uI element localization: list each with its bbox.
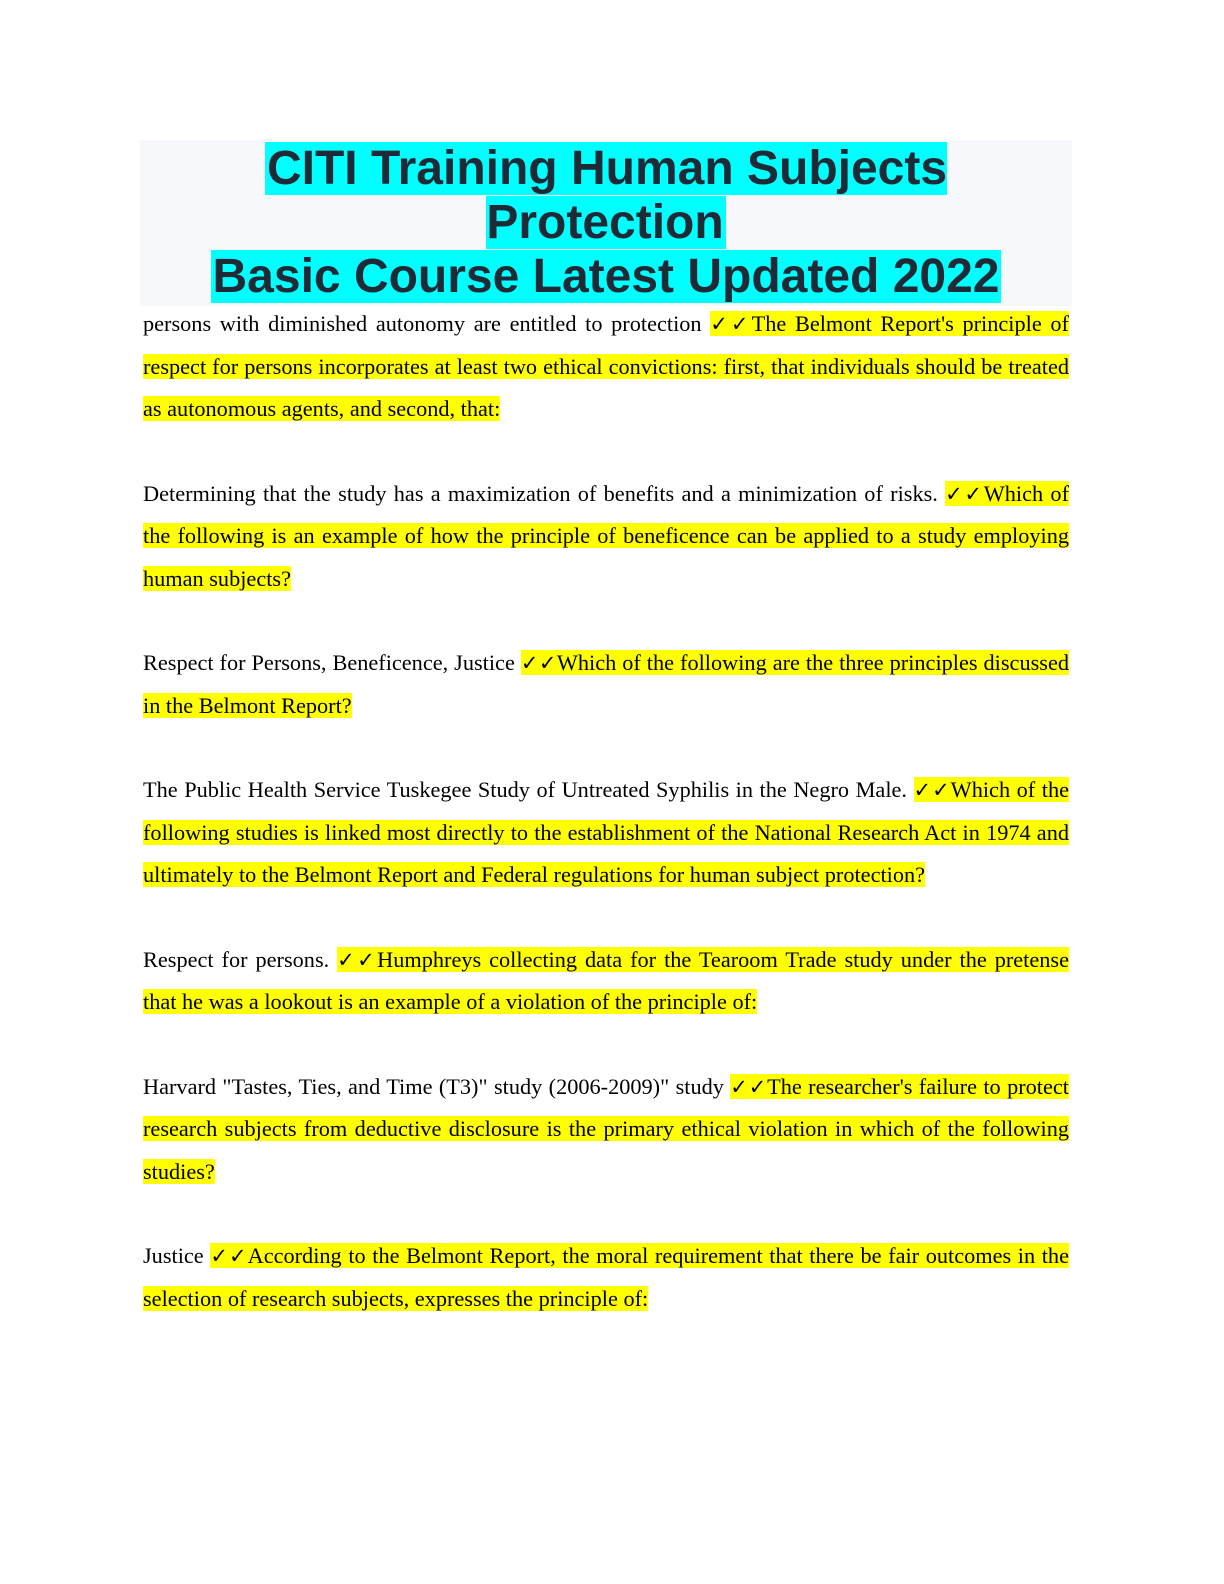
double-check-icon: ✓✓ bbox=[520, 651, 557, 675]
answer-text: Respect for persons. bbox=[143, 946, 330, 972]
title-line-1: CITI Training Human Subjects Protection bbox=[266, 142, 948, 249]
question-text: The Belmont Report's principle of respect for persons incorporates at least two ethical convictions: first, that individuals should be treated as autonomous agents, and second, that: bbox=[143, 311, 1069, 421]
qa-item-3 bbox=[143, 642, 1069, 727]
title-line-2: Basic Course Latest Updated 2022 bbox=[212, 250, 1000, 303]
double-check-icon: ✓✓ bbox=[710, 312, 752, 336]
qa-item-4 bbox=[143, 769, 1069, 897]
title-block bbox=[140, 140, 1072, 306]
question-text: The researcher's failure to protect research subjects from deductive disclosure is the primary ethical violation in which of the following studies? bbox=[143, 1073, 1069, 1184]
answer-text: Harvard "Tastes, Ties, and Time (T3)" study (2006-2009)" study bbox=[143, 1073, 724, 1099]
double-check-icon: ✓✓ bbox=[945, 481, 984, 506]
double-check-icon: ✓✓ bbox=[337, 947, 378, 972]
qa-item-5 bbox=[143, 939, 1069, 1024]
answer-text: persons with diminished autonomy are entitled to protection bbox=[143, 311, 702, 336]
double-check-icon: ✓✓ bbox=[730, 1074, 768, 1099]
question-text: Which of the following are the three principles discussed in the Belmont Report? bbox=[143, 650, 1069, 718]
answer-text: Determining that the study has a maximization of benefits and a minimization of risks. bbox=[143, 480, 938, 506]
question-text: Which of the following is an example of how the principle of beneficence can be applied to a study employing human subjects? bbox=[143, 480, 1069, 591]
double-check-icon: ✓✓ bbox=[210, 1244, 248, 1268]
answer-text: The Public Health Service Tuskegee Study of Untreated Syphilis in the Negro Male. bbox=[143, 777, 907, 802]
question-text: Which of the following studies is linked most directly to the establishment of the National Research Act in 1974 and ultimately to the Belmont Report and Federal regulations for human subject protection? bbox=[143, 777, 1069, 887]
question-text: Humphreys collecting data for the Tearoom Trade study under the pretense that he was a lookout is an example of a violation of the principle of: bbox=[143, 946, 1069, 1014]
double-check-icon: ✓✓ bbox=[913, 778, 951, 802]
document-title bbox=[140, 140, 1072, 304]
question-highlight bbox=[143, 1243, 1069, 1311]
qa-item-7 bbox=[143, 1235, 1069, 1320]
answer-text: Justice bbox=[143, 1243, 204, 1268]
qa-item-2 bbox=[143, 473, 1069, 601]
question-text: According to the Belmont Report, the moral requirement that there be fair outcomes in the selection of research subjects, expresses the principle of: bbox=[143, 1243, 1069, 1311]
answer-text: Respect for Persons, Beneficence, Justice bbox=[143, 650, 515, 675]
qa-item-6 bbox=[143, 1066, 1069, 1194]
qa-list bbox=[143, 303, 1069, 1320]
qa-item-1 bbox=[143, 303, 1069, 431]
